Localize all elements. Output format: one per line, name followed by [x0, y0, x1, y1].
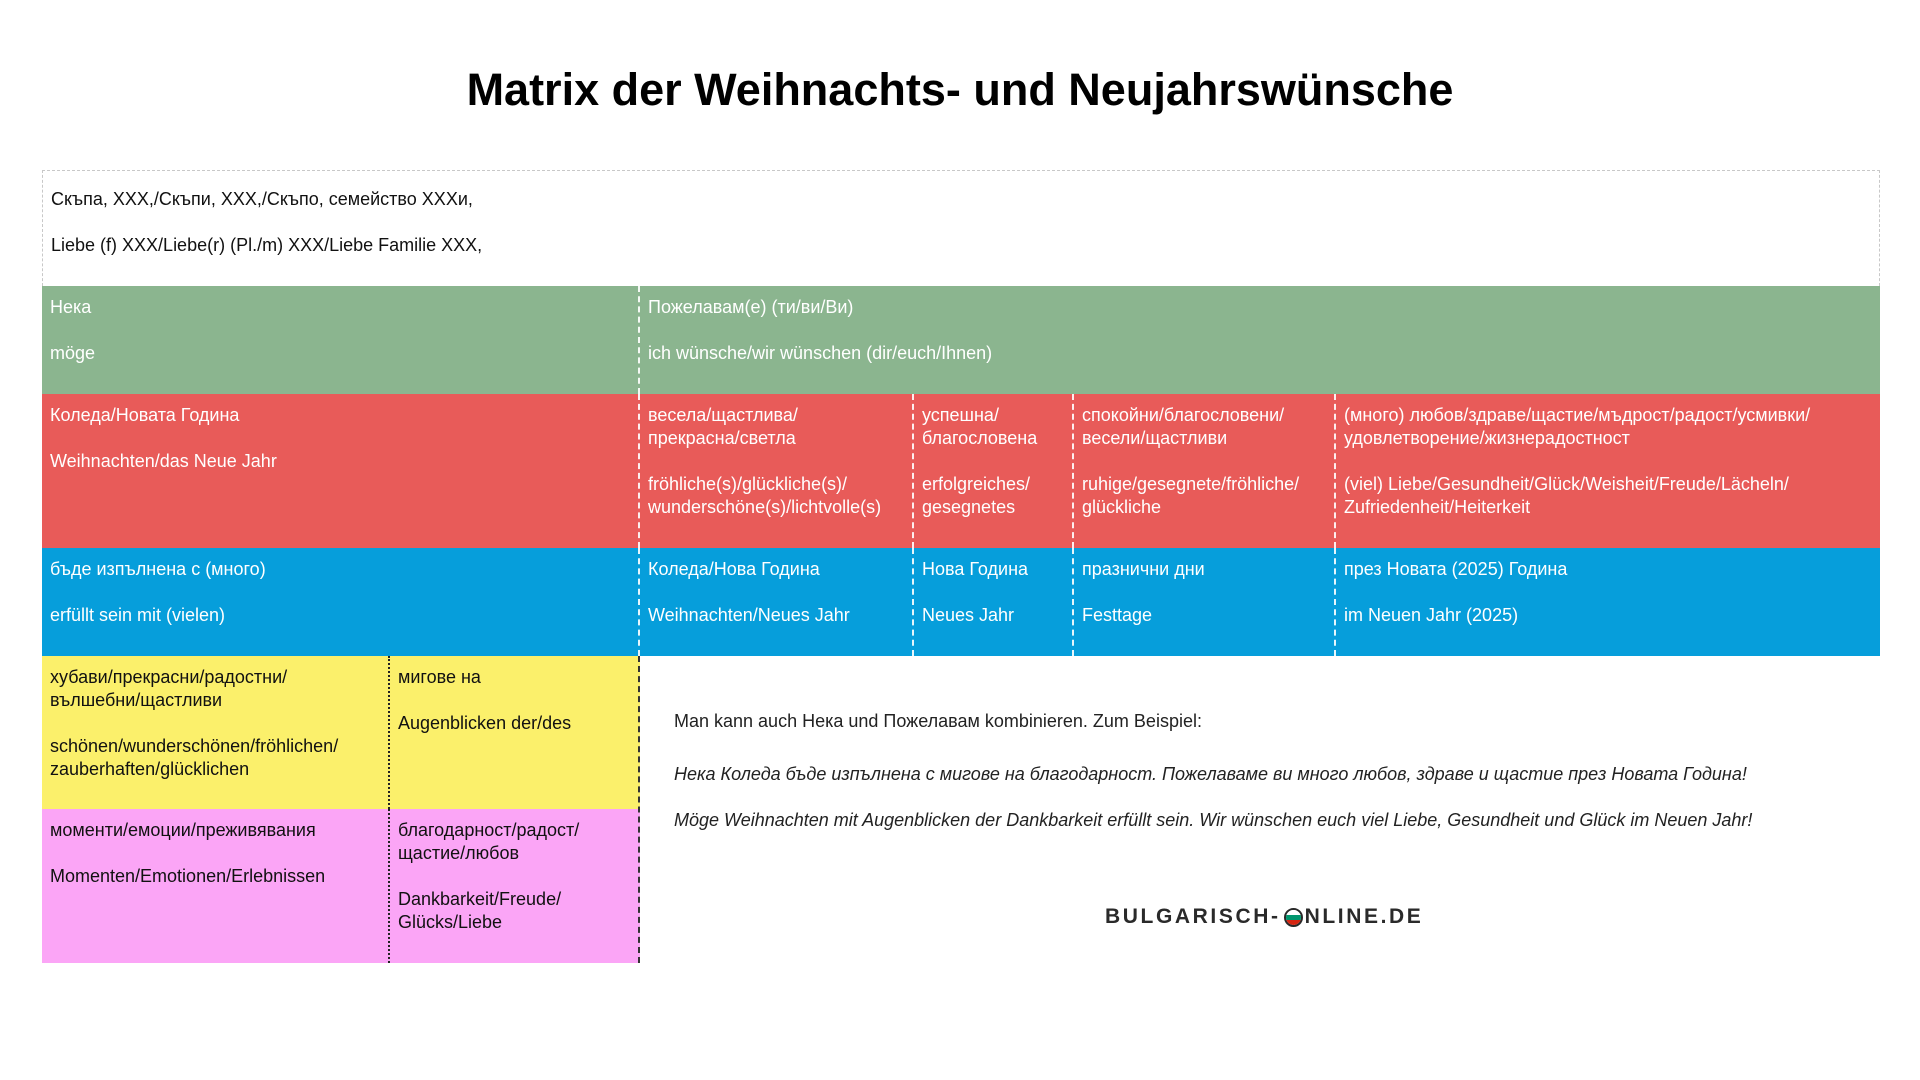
logo-text-left: BULGARISCH-: [1105, 905, 1281, 928]
row-pink: [42, 809, 640, 963]
yellow-col1-de1: schönen/wunderschönen/fröhlichen/: [50, 736, 339, 756]
red-col2-de1: fröhliche(s)/glückliche(s)/: [648, 474, 848, 494]
yellow-col1: [42, 656, 390, 809]
yellow-col1-de2: zauberhaften/glücklichen: [50, 759, 250, 779]
row-blue: [42, 548, 1880, 656]
blue-col2: [640, 548, 914, 656]
row-red: [42, 394, 1880, 548]
blue-col2-de: Weihnachten/Neues Jahr: [648, 605, 850, 625]
red-col3-bg2: благословена: [922, 428, 1038, 448]
green-col2-de: ich wünsche/wir wünschen (dir/euch/Ihnen): [648, 343, 993, 363]
green-col1: [42, 286, 640, 394]
pink-col1: [42, 809, 390, 963]
bulgarian-flag-o-icon: [1284, 908, 1303, 927]
red-col1-de: Weihnachten/das Neue Jahr: [50, 451, 277, 471]
pink-col2-bg1: благодарност/радост/: [398, 820, 580, 840]
pink-col2-de2: Glücks/Liebe: [398, 912, 503, 932]
red-col5-de2: Zufriedenheit/Heiterkeit: [1344, 497, 1531, 517]
pink-col1-bg: моменти/емоции/преживявания: [50, 820, 316, 840]
red-col5: [1336, 394, 1880, 548]
site-logo[interactable]: [1105, 905, 1423, 929]
blue-col1: [42, 548, 640, 656]
green-col2-bg: Пожелавам(е) (ти/ви/Ви): [648, 297, 854, 317]
pink-col2-bg2: щастие/любов: [398, 843, 520, 863]
red-col2-bg2: прекрасна/светла: [648, 428, 796, 448]
greeting-cell: [43, 171, 1879, 286]
greeting-row: [42, 170, 1880, 286]
yellow-col2-bg: мигове на: [398, 667, 481, 687]
yellow-col2: [390, 656, 640, 809]
example-block: [674, 710, 1874, 832]
example-bg: Нека Коледа бъде изпълнена с мигове на благодарност. Пожелаваме ви много любов, здраве и щастие през Новата Година!: [674, 764, 1747, 784]
pink-col2: [390, 809, 640, 963]
red-col3: [914, 394, 1074, 548]
green-col1-bg: Нека: [50, 297, 92, 317]
blue-col5: [1336, 548, 1880, 656]
pink-col2-de1: Dankbarkeit/Freude/: [398, 889, 562, 909]
blue-col4-bg: празнични дни: [1082, 559, 1205, 579]
blue-col3: [914, 548, 1074, 656]
blue-col4: [1074, 548, 1336, 656]
blue-col4-de: Festtage: [1082, 605, 1153, 625]
red-col3-de1: erfolgreiches/: [922, 474, 1031, 494]
yellow-col1-bg2: вълшебни/щастливи: [50, 690, 223, 710]
red-col3-de2: gesegnetes: [922, 497, 1016, 517]
yellow-col2-de: Augenblicken der/des: [398, 713, 572, 733]
red-col2: [640, 394, 914, 548]
logo-text-right: NLINE.DE: [1304, 905, 1424, 928]
blue-col2-bg: Коледа/Нова Година: [648, 559, 820, 579]
red-col4: [1074, 394, 1336, 548]
blue-col3-de: Neues Jahr: [922, 605, 1015, 625]
blue-col3-bg: Нова Година: [922, 559, 1029, 579]
yellow-col1-bg1: хубави/прекрасни/радостни/: [50, 667, 288, 687]
red-col3-bg1: успешна/: [922, 405, 999, 425]
blue-col1-bg: бъде изпълнена с (много): [50, 559, 266, 579]
green-col1-de: möge: [50, 343, 96, 363]
greeting-bg: Скъпа, XXX,/Скъпи, XXX,/Скъпо, семейство XXXи,: [51, 189, 473, 209]
page-title: Matrix der Weihnachts- und Neujahrswünsche: [466, 64, 1454, 115]
red-col4-bg2: весели/щастливи: [1082, 428, 1228, 448]
example-intro: Man kann auch Нека und Пожелавам kombinieren. Zum Beispiel:: [674, 711, 1202, 731]
matrix-right-divider: [638, 656, 640, 963]
red-col4-de2: glückliche: [1082, 497, 1162, 517]
blue-col1-de: erfüllt sein mit (vielen): [50, 605, 226, 625]
pink-col1-de: Momenten/Emotionen/Erlebnissen: [50, 866, 326, 886]
red-col2-bg1: весела/щастлива/: [648, 405, 798, 425]
red-col4-bg1: спокойни/благословени/: [1082, 405, 1285, 425]
red-col5-de1: (viel) Liebe/Gesundheit/Glück/Weisheit/Freude/Lächeln/: [1344, 474, 1789, 494]
red-col1: [42, 394, 640, 548]
row-yellow: [42, 656, 640, 809]
red-col4-de1: ruhige/gesegnete/fröhliche/: [1082, 474, 1300, 494]
blue-col5-de: im Neuen Jahr (2025): [1344, 605, 1519, 625]
example-de: Möge Weihnachten mit Augenblicken der Dankbarkeit erfüllt sein. Wir wünschen euch viel Liebe, Gesundheit und Glück im Neuen Jahr!: [674, 810, 1753, 830]
red-col5-bg2: удовлетворение/жизнерадостност: [1344, 428, 1630, 448]
row-green: [42, 286, 1880, 394]
blue-col5-bg: през Новата (2025) Година: [1344, 559, 1568, 579]
red-col5-bg1: (много) любов/здраве/щастие/мъдрост/радост/усмивки/: [1344, 405, 1811, 425]
green-col2: [640, 286, 1880, 394]
red-col1-bg: Коледа/Новата Година: [50, 405, 240, 425]
red-col2-de2: wunderschöne(s)/lichtvolle(s): [648, 497, 882, 517]
greeting-de: Liebe (f) XXX/Liebe(r) (Pl./m) XXX/Liebe Familie XXX,: [51, 235, 483, 255]
